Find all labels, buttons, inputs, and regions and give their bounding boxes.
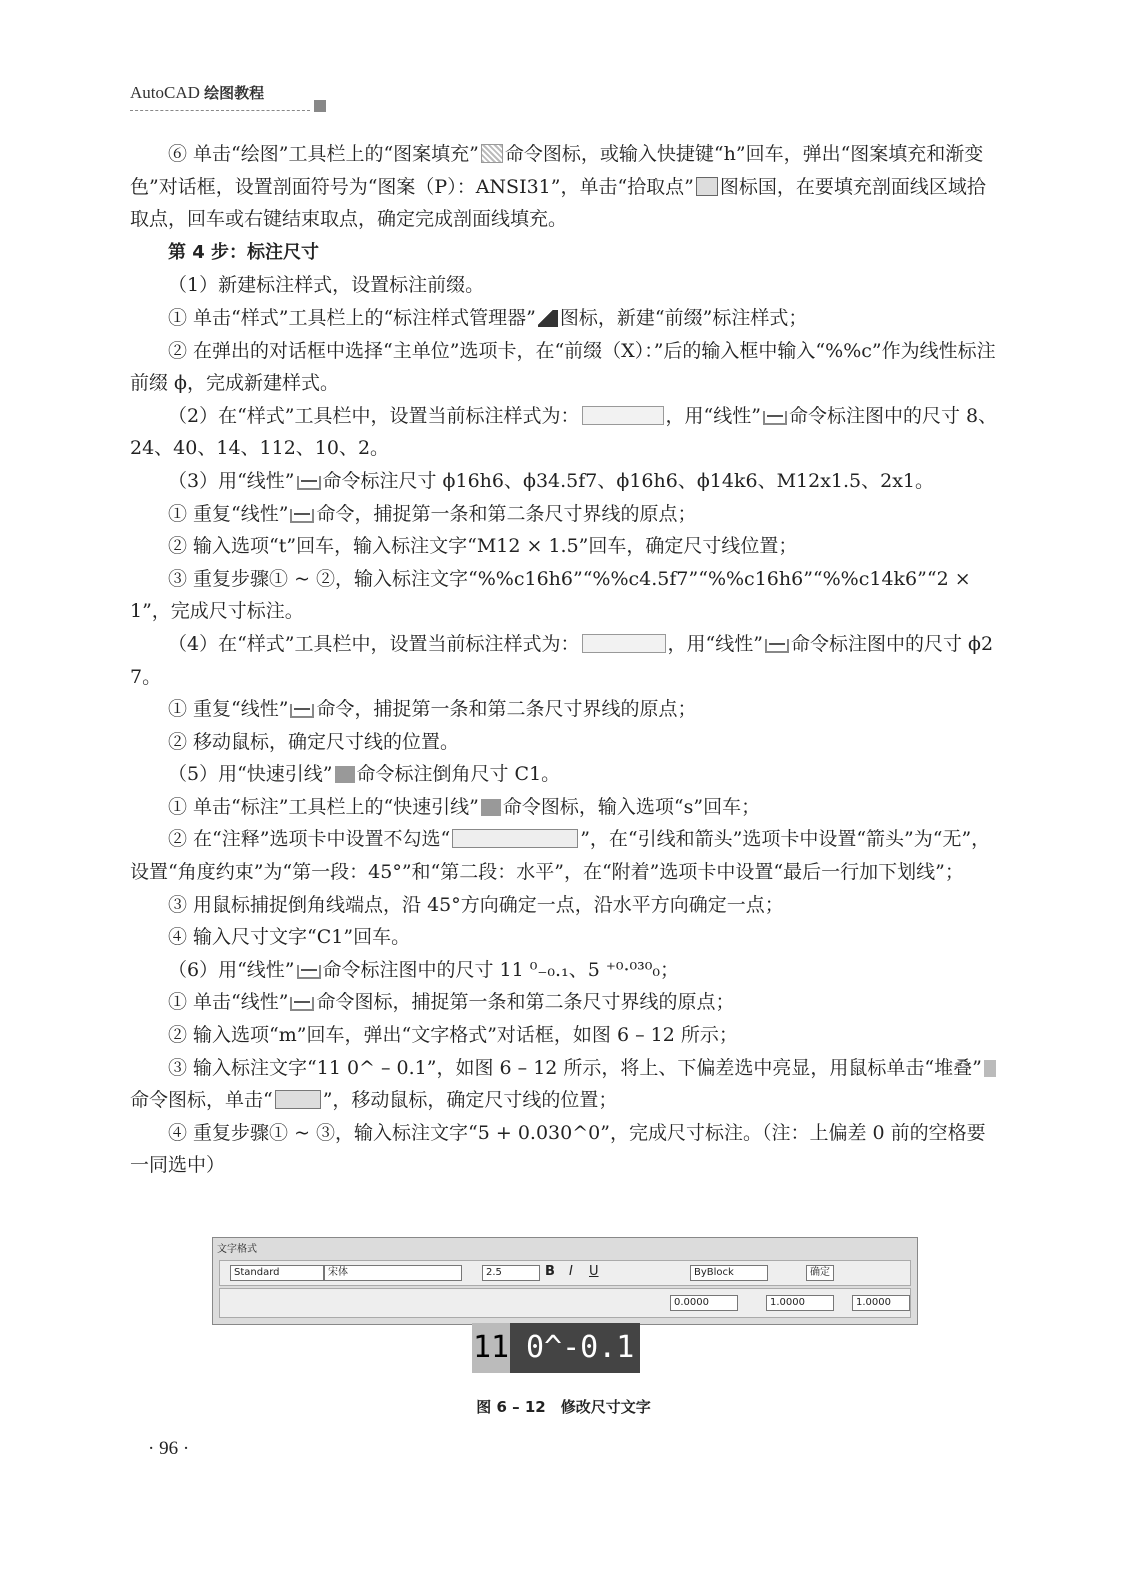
header-rule [130, 110, 310, 111]
paragraph [130, 1019, 1000, 1052]
paragraph-text: （2）在“样式”工具栏中，设置当前标注样式为： [168, 404, 580, 427]
linear-icon [290, 509, 314, 523]
chk-icon [452, 829, 578, 848]
pick-icon [696, 177, 718, 196]
paragraph [130, 236, 1000, 270]
paragraph-text: ④ 输入尺寸文字“C1”回车。 [168, 926, 411, 949]
hatch-icon [481, 144, 503, 163]
paragraph-text: 命令标注倒角尺寸 C1。 [356, 763, 561, 786]
tracking-input[interactable]: 1.0000 [766, 1295, 834, 1311]
paragraph [130, 302, 1000, 335]
paragraph [130, 530, 1000, 563]
toolbar-title: 文字格式 [217, 1244, 257, 1255]
paragraph-text: ① 重复“线性” [168, 698, 289, 721]
paragraph-text: ② 输入选项“t”回车，输入标注文字“M12 × 1.5”回车，确定尺寸线位置； [168, 535, 798, 558]
paragraph [130, 986, 1000, 1019]
paragraph [130, 400, 1000, 465]
header-box [314, 100, 326, 112]
paragraph [130, 921, 1000, 954]
figure-caption: 图 6 – 12 修改尺寸文字 [476, 1398, 651, 1416]
paragraph-text: 命令，捕捉第一条和第二条尺寸界线的原点； [316, 698, 697, 721]
paragraph-text: ② 移动鼠标，确定尺寸线的位置。 [168, 730, 460, 753]
style-select[interactable]: Standard [230, 1265, 324, 1281]
paragraph [130, 335, 1000, 400]
ok-icon [275, 1090, 321, 1109]
linear-icon [763, 411, 787, 425]
paragraph-text: （4）在“样式”工具栏中，设置当前标注样式为： [168, 632, 580, 655]
linear-icon [297, 965, 321, 979]
linear-icon [297, 476, 321, 490]
paragraph-text: 命令图标，单击“ [130, 1089, 273, 1112]
toolbar-row-2 [219, 1288, 911, 1318]
paragraph-text: 命令图标，或输入快捷键“h”回车，弹出“图案填充和渐变色”对话框，设置剖面符号为“图案（P）：ANSI31”，单击“拾取点” [130, 143, 984, 198]
paragraph [130, 628, 1000, 693]
height-select[interactable]: 2.5 [482, 1265, 540, 1281]
italic-button[interactable]: I [569, 1264, 573, 1279]
paragraph-text: ② 在弹出的对话框中选择“主单位”选项卡，在“前缀（X）：”后的输入框中输入“%%c”作为线性标注前缀 ϕ，完成新建样式。 [130, 339, 996, 395]
editor-number: 11 [472, 1323, 510, 1373]
paragraph-text: ② 在“注释”选项卡中设置不勾选“ [168, 828, 451, 851]
text-format-toolbar [212, 1237, 918, 1325]
paragraph [130, 823, 1000, 888]
paragraph [130, 138, 1000, 236]
paragraph-text: ④ 重复步骤① ~ ③，输入标注文字“5 + 0.030^0”，完成尺寸标注。（注：上偏差 0 前的空格要一同选中） [130, 1121, 986, 1177]
step-heading: 第 4 步：标注尺寸 [168, 241, 320, 263]
pref-icon [582, 634, 666, 653]
paragraph-text: ，用“线性” [665, 404, 761, 427]
paragraph [130, 758, 1000, 791]
page-number: · 96 · [148, 1438, 190, 1459]
paragraph-text: ① 单击“样式”工具栏上的“标注样式管理器” [168, 306, 536, 329]
paragraph-text: （5）用“快速引线” [168, 763, 333, 786]
width-input[interactable]: 1.0000 [852, 1295, 910, 1311]
paragraph-text: ① 重复“线性” [168, 502, 289, 525]
paragraph-text: 命令标注图中的尺寸 8、24、40、14、112、10、2。 [130, 404, 998, 460]
qlead-icon [481, 799, 501, 816]
paragraph-text: （6）用“线性” [168, 958, 295, 981]
paragraph-text: 命令标注图中的尺寸 ϕ27。 [130, 632, 994, 688]
color-select[interactable]: ByBlock [690, 1265, 768, 1281]
linear-icon [765, 639, 789, 653]
oblique-input[interactable]: 0.0000 [670, 1295, 738, 1311]
paragraph-text: （1）新建标注样式，设置标注前缀。 [168, 274, 485, 297]
stack-icon [984, 1060, 996, 1077]
paragraph-text: 命令图标，输入选项“s”回车； [502, 795, 761, 818]
running-header [130, 82, 330, 103]
underline-button[interactable]: U [589, 1264, 599, 1279]
paragraph-text: 命令，捕捉第一条和第二条尺寸界线的原点； [316, 502, 697, 525]
paragraph-text: ③ 重复步骤① ~ ②，输入标注文字“%%c16h6”“%%c4.5f7”“%%c16h6”“%%c14k6”“2 × 1”，完成尺寸标注。 [130, 567, 971, 623]
editor-selected-text: 0^-0.1 [526, 1330, 635, 1365]
paragraph-text: 图标国，在要填充剖面线区域拾取点，回车或右键结束取点，确定完成剖面线填充。 [130, 175, 986, 231]
linear-icon [290, 704, 314, 718]
font-select[interactable]: 宋体 [324, 1265, 462, 1281]
paragraph [130, 269, 1000, 302]
paragraph-text: ① 单击“线性” [168, 991, 289, 1014]
paragraph [130, 465, 1000, 498]
paragraph [130, 954, 1000, 987]
paragraph-text: ② 输入选项“m”回车，弹出“文字格式”对话框，如图 6 – 12 所示； [168, 1024, 738, 1047]
paragraph-text: 命令标注尺寸 ϕ16h6、ϕ34.5f7、ϕ16h6、ϕ14k6、M12x1.5、2x1。 [322, 469, 935, 492]
dimsty-icon [538, 310, 558, 327]
paragraph-text: 命令图标，捕捉第一条和第二条尺寸界线的原点； [316, 991, 735, 1014]
iso-icon [582, 406, 664, 425]
paragraph [130, 498, 1000, 531]
ok-button[interactable]: 确定 [806, 1265, 834, 1281]
paragraph [130, 1052, 1000, 1117]
body-text [130, 138, 1000, 1182]
paragraph-text: 命令标注图中的尺寸 11 ⁰₋₀.₁、5 ⁺⁰·⁰³⁰₀； [322, 958, 679, 981]
paragraph [130, 693, 1000, 726]
paragraph-text: ”，移动鼠标，确定尺寸线的位置； [322, 1089, 618, 1112]
paragraph [130, 889, 1000, 922]
paragraph-text: ① 单击“标注”工具栏上的“快速引线” [168, 795, 479, 818]
paragraph-text: ③ 输入标注文字“11 0^ – 0.1”，如图 6 – 12 所示，将上、下偏差选中亮显，用鼠标单击“堆叠” [168, 1056, 982, 1079]
bold-button[interactable]: B [545, 1264, 555, 1279]
qlead-icon [335, 766, 355, 783]
editor-text [472, 1323, 640, 1373]
paragraph [130, 791, 1000, 824]
paragraph-text: ，用“线性” [667, 632, 763, 655]
toolbar-row-1 [219, 1260, 911, 1286]
paragraph-text: ⑥ 单击“绘图”工具栏上的“图案填充” [168, 143, 479, 165]
paragraph [130, 1117, 1000, 1182]
paragraph-text: ”，在“引线和箭头”选项卡中设置“箭头”为“无”，设置“角度约束”为“第一段：45°”和“第二段：水平”，在“附着”选项卡中设置“最后一行加下划线”； [130, 828, 991, 884]
paragraph [130, 563, 1000, 628]
paragraph-text: （3）用“线性” [168, 469, 295, 492]
paragraph-text: ③ 用鼠标捕捉倒角线端点，沿 45°方向确定一点，沿水平方向确定一点； [168, 893, 784, 916]
linear-icon [290, 997, 314, 1011]
paragraph-text: 图标，新建“前缀”标注样式； [559, 306, 808, 329]
header-title: AutoCAD 绘图教程 [130, 83, 265, 102]
paragraph [130, 726, 1000, 759]
